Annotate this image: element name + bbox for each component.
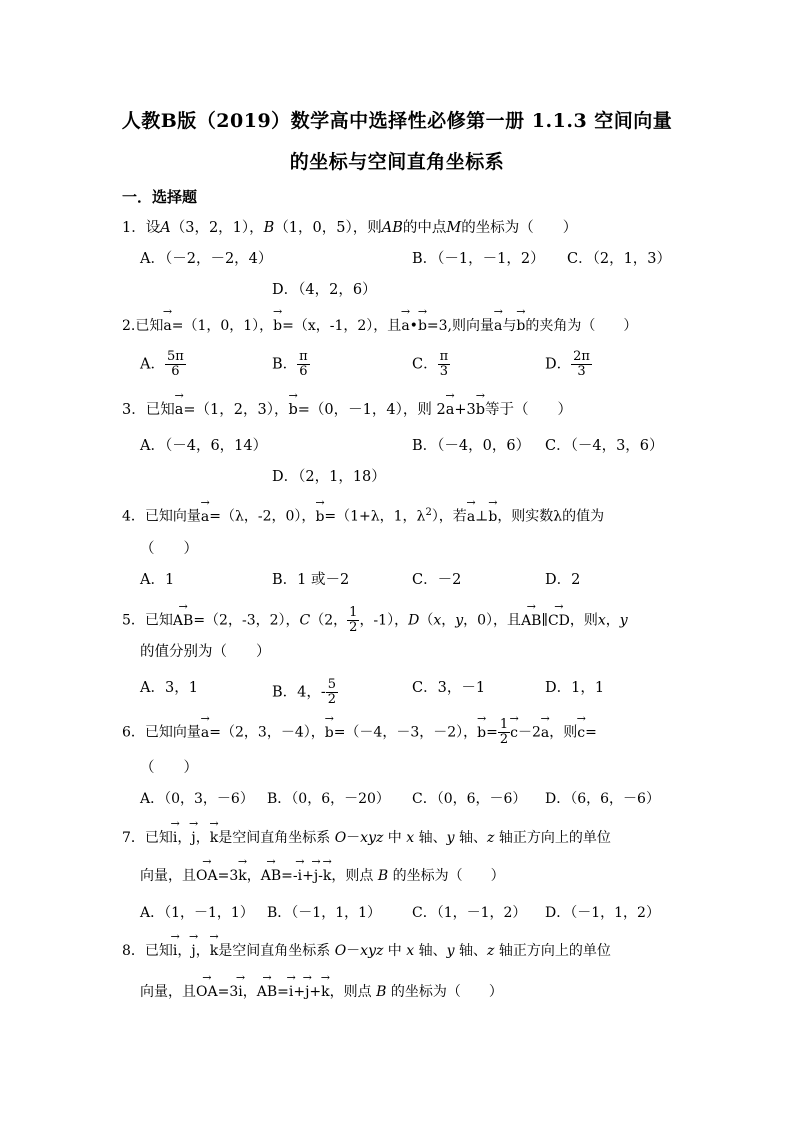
- question-5-option-b: B．4，- $\frac{5}{2}$: [272, 677, 337, 707]
- question-6-option-a: A．（0，3，－6）: [140, 791, 254, 807]
- fraction: $\frac{5}{2}$: [327, 677, 337, 707]
- question-2-stem: 2.已知→ a=（1，0，1），→ b=（x，-1，2），且→ a•→ b=3,则向量→ a与→ b的夹角为（ ）: [122, 316, 637, 336]
- question-5-stem: 5．已知→ AB=（2，-3，2），C（2， $\frac{1}{2}$ ，-1），D（x，y，0），且→ AB∥→ CD，则x，y: [122, 606, 628, 635]
- fraction: $\frac{5\pi}{6}$: [166, 349, 184, 379]
- question-3-stem: 3．已知→ a=（1，2，3），→ b=（0，－1，4），则 2→ a+3→ b等于（ ）: [122, 400, 572, 420]
- question-4-option-d: D．2: [545, 572, 581, 588]
- question-7-stem: 7．已知→ i，→ j，→ k是空间直角坐标系 O－xyz 中 x 轴、y 轴、z 轴正方向上的单位: [122, 828, 611, 848]
- question-2-option-b: B． $\frac{\pi}{6}$: [272, 349, 308, 379]
- question-4-stem: 4．已知向量→ a=（λ，-2，0），→ b=（1+λ，1，$\lambda^2$），若→ a⊥→ b，则实数λ的值为: [122, 503, 604, 527]
- question-3-option-c: C．（－4，3，6）: [545, 438, 664, 454]
- question-1-option-d: D．（4，2，6）: [272, 282, 377, 298]
- question-6-option-c: C．（0，6，－6）: [412, 791, 527, 807]
- question-5-stem-continued: 的值分别为（ ）: [140, 644, 271, 660]
- question-2-option-a: A． $\frac{5\pi}{6}$: [140, 349, 184, 379]
- question-1-option-a: A．（－2，－2，4）: [140, 251, 273, 267]
- question-1-option-c: C．（2，1，3）: [567, 251, 672, 267]
- question-2-option-d: D． $\frac{2\pi}{3}$: [545, 349, 590, 379]
- question-3-option-d: D．（2，1，18）: [272, 469, 386, 485]
- page-title-line1: 人教B版（2019）数学高中选择性必修第一册 1.1.3 空间向量: [121, 110, 673, 132]
- section-heading: 一．选择题: [122, 188, 198, 206]
- fraction: $\frac{2\pi}{3}$: [573, 349, 590, 379]
- question-3-option-a: A．（－4，6，14）: [140, 438, 268, 454]
- question-4-option-b: B．1 或－2: [272, 572, 350, 588]
- question-1-stem: 1．设A（3，2，1），B（1，0，5），则AB的中点M的坐标为（ ）: [122, 220, 578, 236]
- question-2-option-c: C． $\frac{\pi}{3}$: [412, 349, 449, 379]
- question-7-stem-continued: 向量，且→ OA=3→ k，→ AB=-→ i+→ j-→ k，则点 B 的坐标为（ ）: [140, 866, 505, 886]
- page-title-line2: 的坐标与空间直角坐标系: [289, 151, 505, 173]
- question-8-stem: 8．已知→ i，→ j，→ k是空间直角坐标系 O－xyz 中 x 轴、y 轴、z 轴正方向上的单位: [122, 941, 611, 961]
- fraction: $\frac{\pi}{3}$: [439, 349, 449, 379]
- question-5-option-c: C．3，－1: [412, 680, 486, 696]
- question-7-option-d: D．（－1，1，2）: [545, 905, 660, 921]
- question-5-option-d: D．1，1: [545, 680, 605, 696]
- question-7-option-b: B．（－1，1，1）: [267, 905, 382, 921]
- question-1-option-b: B．（－1，－1，2）: [412, 251, 545, 267]
- question-7-option-c: C．（1，－1，2）: [412, 905, 527, 921]
- fraction: $\frac{1}{2}$: [349, 605, 358, 635]
- question-6-answer-paren: （ ）: [140, 760, 198, 776]
- question-4-option-a: A．1: [140, 572, 175, 588]
- fraction: $\frac{1}{2}$: [499, 717, 509, 747]
- question-8-stem-continued: 向量，且→ OA=3→ i，→ AB=→ i+→ j+→ k，则点 B 的坐标为（ ）: [140, 982, 503, 1002]
- fraction: $\frac{\pi}{6}$: [299, 349, 308, 379]
- question-6-option-d: D．（6，6，－6）: [545, 791, 660, 807]
- question-6-option-b: B．（0，6，－20）: [267, 791, 390, 807]
- question-7-option-a: A．（1，－1，1）: [140, 905, 254, 921]
- question-5-option-a: A．3，1: [140, 680, 198, 696]
- question-3-option-b: B．（－4，0，6）: [412, 438, 531, 454]
- question-4-answer-paren: （ ）: [140, 541, 198, 557]
- question-6-stem: 6．已知向量→ a=（2，3，－4），→ b=（－4，－3，－2），→ b= $\frac{1}{2}$ → c－2→ a，则→ c=: [122, 718, 597, 747]
- question-4-option-c: C．－2: [412, 572, 462, 588]
